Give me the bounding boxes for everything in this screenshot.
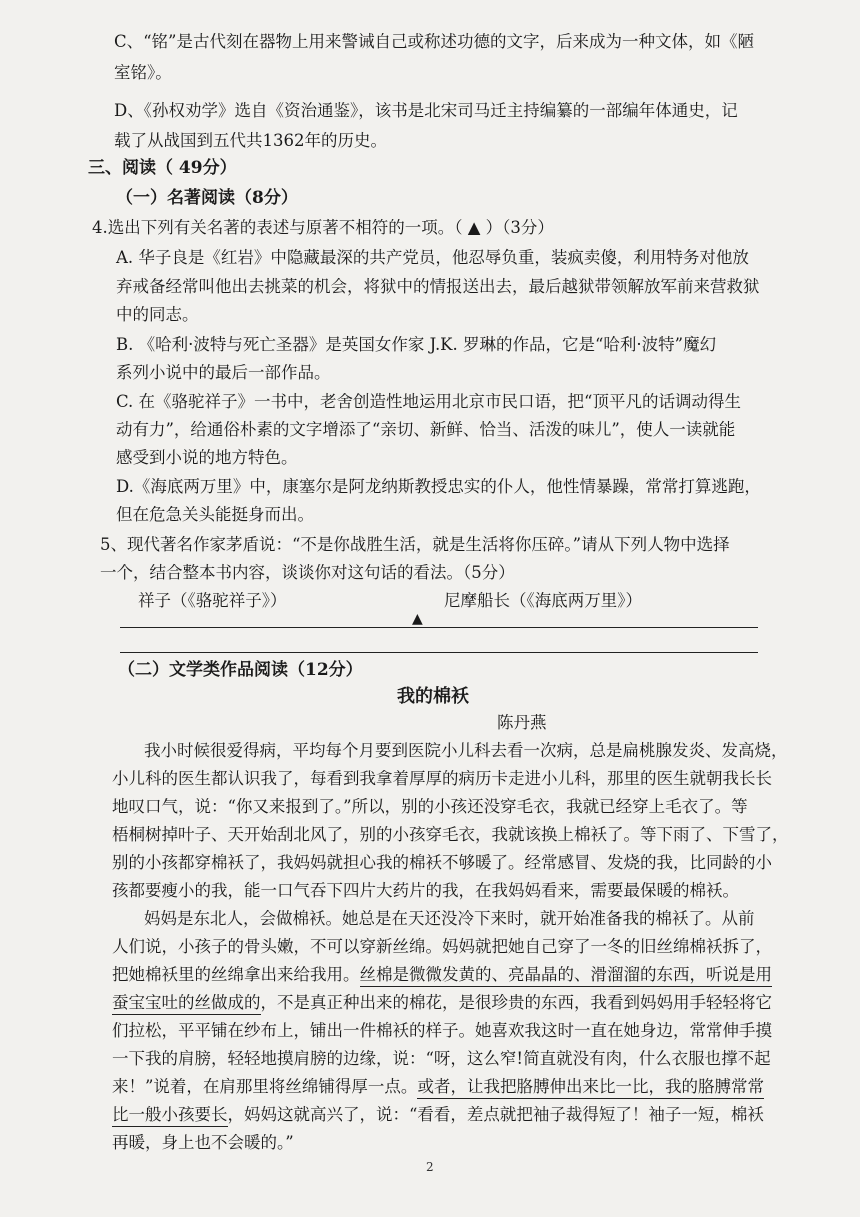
p2-line4-plain: ，不是真正种出来的棉花，是很珍贵的东西，我看到妈妈用手轻轻将它 — [260, 993, 772, 1012]
q5-choice-xiangzi: 祥子（《骆驼祥子》） — [138, 591, 287, 610]
p2-line4-underlined: 蚕宝宝吐的丝做成的 — [112, 993, 261, 1015]
article-p2-line6: 一下我的肩膀，轻轻地摸肩膀的边缘，说：“呀，这么窄!简直就没有肉，什么衣服也撑不起 — [112, 1049, 771, 1068]
article-p2-line7 — [112, 1079, 764, 1096]
q4-option-b-line1: B. 《哈利·波特与死亡圣器》是英国女作家 J.K. 罗琳的作品，它是“哈利·波特”魔幻 — [116, 335, 717, 354]
answer-line-1 — [120, 627, 758, 628]
article-p1-line6: 孩都要瘦小的我，能一口气吞下四片大药片的我，在我妈妈看来，需要最保暖的棉袄。 — [112, 881, 739, 900]
q5-choice-nemo: 尼摩船长（《海底两万里》） — [444, 591, 642, 610]
article-author: 陈丹燕 — [497, 713, 547, 732]
article-p2-line5: 们拉松，平平铺在纱布上，铺出一件棉袄的样子。她喜欢我这时一直在她身边，常常伸手摸 — [112, 1021, 772, 1040]
answer-mark-triangle: ▲ — [412, 611, 423, 627]
q4-option-c-line3: 感受到小说的地方特色。 — [116, 448, 298, 467]
q4-option-a-line3: 中的同志。 — [116, 305, 199, 324]
article-p2-line2: 人们说，小孩子的骨头嫩，不可以穿新丝绵。妈妈就把她自己穿了一冬的旧丝绵棉袄拆了， — [112, 937, 772, 956]
p2-line3-plain: 把她棉袄里的丝绵拿出来给我用。 — [112, 965, 360, 984]
page-number: 2 — [426, 1160, 434, 1174]
question-4-stem: 4.选出下列有关名著的表述与原著不相符的一项。（ ▲ ）（3分） — [92, 218, 554, 237]
article-p2-line8 — [112, 1107, 764, 1124]
q4-option-d-line1: D.《海底两万里》中，康塞尔是阿龙纳斯教授忠实的仆人，他性情暴躁，常常打算逃跑， — [116, 477, 761, 496]
article-p1-line5: 别的小孩都穿棉袄了，我妈妈就担心我的棉袄不够暖了。经常感冒、发烧的我，比同龄的小 — [112, 853, 772, 872]
q4-option-b-line2: 系列小说中的最后一部作品。 — [116, 363, 331, 382]
q4-option-d-line2: 但在危急关头能挺身而出。 — [116, 505, 314, 524]
p2-line8-plain: ，妈妈这就高兴了，说：“看看，差点就把袖子裁得短了！袖子一短，棉袄 — [227, 1105, 764, 1124]
p2-line3-underlined: 丝棉是微微发黄的、亮晶晶的、滑溜溜的东西，听说是用 — [360, 965, 773, 987]
article-p1-line2: 小儿科的医生都认识我了，每看到我拿着厚厚的病历卡走进小儿科，那里的医生就朝我长长 — [112, 769, 772, 788]
option-d-line1: D、《孙权劝学》选自《资治通鉴》，该书是北宋司马迁主持编纂的一部编年体通史，记 — [114, 101, 738, 120]
article-p2-line9: 再暖，身上也不会暖的。” — [112, 1133, 294, 1152]
article-title: 我的棉袄 — [397, 686, 469, 707]
article-p1-line4: 梧桐树掉叶子、天开始刮北风了，别的小孩穿毛衣，我就该换上棉袄了。等下雨了、下雪了， — [112, 825, 789, 844]
p2-line7-underlined: 或者，让我把胳膊伸出来比一比，我的胳膊常常 — [417, 1077, 764, 1099]
article-p2-line3 — [112, 967, 772, 984]
option-c-line2: 室铭》。 — [114, 63, 172, 82]
question-5-line2: 一个，结合整本书内容，谈谈你对这句话的看法。（5分） — [100, 563, 515, 582]
q4-option-c-line1: C. 在《骆驼祥子》一书中，老舍创造性地运用北京市民口语，把“顶平凡的话调动得生 — [116, 392, 741, 411]
option-d-line2: 载了从战国到五代共1362年的历史。 — [114, 131, 387, 150]
article-p1-line1: 我小时候很爱得病，平均每个月要到医院小儿科去看一次病，总是扁桃腺发炎、发高烧， — [144, 741, 788, 760]
subsection-heading-literature: （二）文学类作品阅读（12分） — [118, 660, 363, 680]
question-5-line1: 5、现代著名作家茅盾说：“不是你战胜生活，就是生活将你压碎。”请从下列人物中选择 — [100, 535, 730, 554]
answer-line-2 — [120, 652, 758, 653]
p2-line7-plain: 来！”说着，在肩那里将丝绵铺得厚一点。 — [112, 1077, 418, 1096]
option-c-line1: C、“铭”是古代刻在器物上用来警诫自己或称述功德的文字，后来成为一种文体，如《陋 — [114, 32, 754, 51]
subsection-heading-classics: （一）名著阅读（8分） — [116, 188, 298, 208]
q4-option-c-line2: 动有力”，给通俗朴素的文字增添了“亲切、新鲜、恰当、活泼的味儿”，使人一读就能 — [116, 420, 736, 439]
article-p2-line1: 妈妈是东北人，会做棉袄。她总是在天还没冷下来时，就开始准备我的棉袄了。从前 — [144, 909, 755, 928]
q4-option-a-line2: 弃戒备经常叫他出去挑菜的机会，将狱中的情报送出去，最后越狱带领解放军前来营救狱 — [116, 277, 760, 296]
section-heading-reading: 三、阅读（ 49分） — [88, 158, 237, 178]
q4-option-a-line1: A. 华子良是《红岩》中隐藏最深的共产党员，他忍辱负重，装疯卖傻，利用特务对他放 — [116, 248, 749, 267]
article-p2-line4 — [112, 995, 772, 1012]
article-p1-line3: 地叹口气，说：“你又来报到了。”所以，别的小孩还没穿毛衣，我就已经穿上毛衣了。等 — [112, 797, 748, 816]
p2-line8-underlined: 比一般小孩要长 — [112, 1105, 228, 1127]
